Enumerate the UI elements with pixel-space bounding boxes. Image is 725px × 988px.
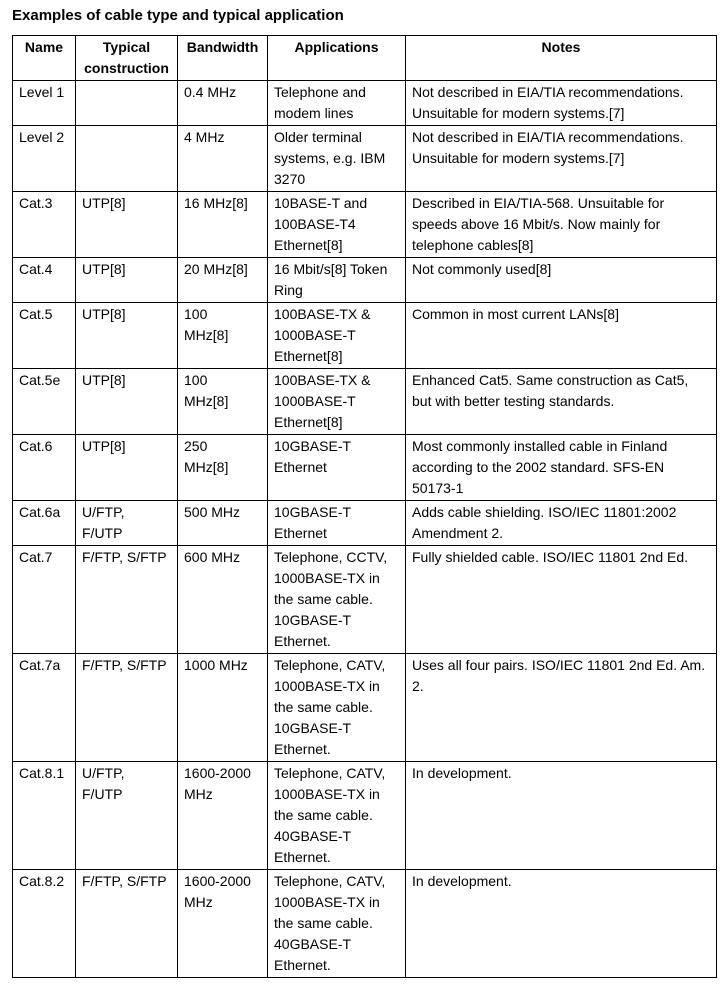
cell-applications: Telephone, CATV, 1000BASE-TX in the same cable. 40GBASE-T Ethernet. [268,870,406,978]
cell-bandwidth: 0.4 MHz [178,81,268,126]
page-title: Examples of cable type and typical application [12,7,344,24]
table-row [13,369,717,435]
cell-notes: In development. [406,762,717,870]
cell-bandwidth: 1000 MHz [178,654,268,762]
cell-applications: 10BASE-T and 100BASE-T4 Ethernet[8] [268,192,406,258]
cell-bandwidth: 100 MHz[8] [178,303,268,369]
cell-name: Cat.5e [13,369,76,435]
cell-applications: Telephone, CATV, 1000BASE-TX in the same cable. 10GBASE-T Ethernet. [268,654,406,762]
cell-notes: Adds cable shielding. ISO/IEC 11801:2002 Amendment 2. [406,501,717,546]
cell-notes: Not described in EIA/TIA recommendations. Unsuitable for modern systems.[7] [406,126,717,192]
cell-construction: F/FTP, S/FTP [76,546,178,654]
table-row [13,192,717,258]
cell-name: Cat.6a [13,501,76,546]
cell-notes: Fully shielded cable. ISO/IEC 11801 2nd Ed. [406,546,717,654]
cell-applications: 10GBASE-T Ethernet [268,435,406,501]
cell-name: Cat.7 [13,546,76,654]
cell-notes: Enhanced Cat5. Same construction as Cat5, but with better testing standards. [406,369,717,435]
cell-bandwidth: 4 MHz [178,126,268,192]
cell-applications: 100BASE-TX & 1000BASE-T Ethernet[8] [268,369,406,435]
table-row [13,546,717,654]
cell-name: Level 2 [13,126,76,192]
col-header-applications: Applications [268,36,406,81]
cell-bandwidth: 500 MHz [178,501,268,546]
table-row [13,258,717,303]
cell-construction [76,81,178,126]
table-row [13,870,717,978]
cell-name: Cat.5 [13,303,76,369]
table-row [13,654,717,762]
cell-construction: F/FTP, S/FTP [76,654,178,762]
cell-bandwidth: 250 MHz[8] [178,435,268,501]
cell-name: Cat.8.2 [13,870,76,978]
cell-construction: UTP[8] [76,369,178,435]
cell-construction: UTP[8] [76,258,178,303]
cell-applications: Telephone, CATV, 1000BASE-TX in the same cable. 40GBASE-T Ethernet. [268,762,406,870]
cell-name: Cat.3 [13,192,76,258]
col-header-name: Name [13,36,76,81]
table-row [13,501,717,546]
cell-name: Cat.4 [13,258,76,303]
cell-name: Level 1 [13,81,76,126]
cell-name: Cat.7a [13,654,76,762]
cell-applications: Telephone, CCTV, 1000BASE-TX in the same cable. 10GBASE-T Ethernet. [268,546,406,654]
cell-construction: UTP[8] [76,192,178,258]
cell-notes: Uses all four pairs. ISO/IEC 11801 2nd Ed. Am. 2. [406,654,717,762]
table-row [13,762,717,870]
col-header-construction: Typical construction [76,36,178,81]
cell-applications: Telephone and modem lines [268,81,406,126]
cell-construction [76,126,178,192]
cell-construction: UTP[8] [76,303,178,369]
cell-construction: U/FTP, F/UTP [76,501,178,546]
cable-table-body [13,81,717,978]
col-header-notes: Notes [406,36,717,81]
cell-name: Cat.6 [13,435,76,501]
cell-construction: F/FTP, S/FTP [76,870,178,978]
cable-table [12,35,717,978]
cell-notes: Not described in EIA/TIA recommendations. Unsuitable for modern systems.[7] [406,81,717,126]
col-header-bandwidth: Bandwidth [178,36,268,81]
cell-notes: Most commonly installed cable in Finland according to the 2002 standard. SFS-EN 50173-1 [406,435,717,501]
cell-notes: Common in most current LANs[8] [406,303,717,369]
header-row [13,36,717,81]
cell-bandwidth: 16 MHz[8] [178,192,268,258]
cell-applications: 16 Mbit/s[8] Token Ring [268,258,406,303]
cell-name: Cat.8.1 [13,762,76,870]
table-row [13,81,717,126]
cell-construction: UTP[8] [76,435,178,501]
table-row [13,126,717,192]
cell-notes: Described in EIA/TIA-568. Unsuitable for speeds above 16 Mbit/s. Now mainly for telephone cables[8] [406,192,717,258]
cell-notes: In development. [406,870,717,978]
cell-bandwidth: 1600-2000 MHz [178,762,268,870]
cell-construction: U/FTP, F/UTP [76,762,178,870]
cell-bandwidth: 1600-2000 MHz [178,870,268,978]
cell-bandwidth: 20 MHz[8] [178,258,268,303]
cell-applications: 100BASE-TX & 1000BASE-T Ethernet[8] [268,303,406,369]
cell-bandwidth: 100 MHz[8] [178,369,268,435]
cell-notes: Not commonly used[8] [406,258,717,303]
cell-applications: 10GBASE-T Ethernet [268,501,406,546]
cell-applications: Older terminal systems, e.g. IBM 3270 [268,126,406,192]
table-row [13,303,717,369]
table-row [13,435,717,501]
cell-bandwidth: 600 MHz [178,546,268,654]
